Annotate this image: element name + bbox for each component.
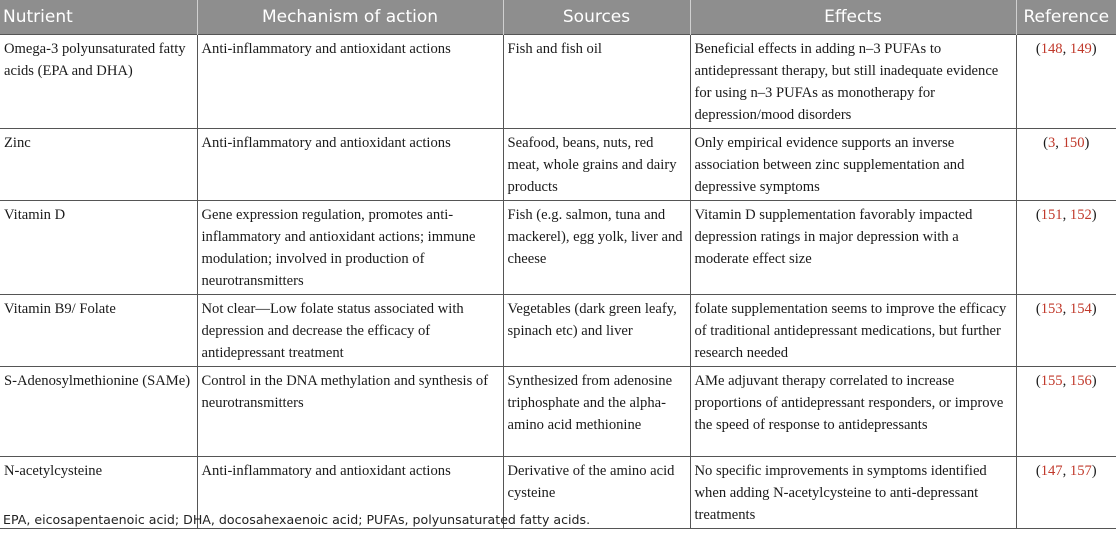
reference-link[interactable]: 3 [1048, 135, 1056, 151]
table-row [0, 201, 1116, 295]
table-row [0, 367, 1116, 457]
reference-link[interactable]: 155 [1040, 373, 1063, 389]
cell-sources: Fish and fish oil [503, 35, 690, 129]
cell-sources: Fish (e.g. salmon, tuna and mackerel), egg yolk, liver and cheese [503, 201, 690, 295]
cell-sources: Derivative of the amino acid cysteine [503, 457, 690, 529]
cell-reference: (151, 152) [1016, 201, 1116, 295]
reference-link[interactable]: 152 [1069, 207, 1092, 223]
cell-nutrient: Zinc [0, 129, 197, 201]
cell-reference: (148, 149) [1016, 35, 1116, 129]
cell-nutrient: Vitamin B9/ Folate [0, 295, 197, 367]
table-row [0, 35, 1116, 129]
reference-link[interactable]: 157 [1069, 463, 1092, 479]
cell-effects: Beneficial effects in adding n–3 PUFAs to antidepressant therapy, but still inadequate evidence for using n–3 PUFAs as monotherapy for depression/mood disorders [690, 35, 1016, 129]
header-mechanism: Mechanism of action [197, 0, 503, 35]
cell-reference: (147, 157) [1016, 457, 1116, 529]
cell-mechanism: Anti-inflammatory and antioxidant actions [197, 129, 503, 201]
cell-nutrient: N-acetylcysteine [0, 457, 197, 529]
reference-link[interactable]: 150 [1062, 135, 1085, 151]
cell-sources: Synthesized from adenosine triphosphate and the alpha-amino acid methionine [503, 367, 690, 457]
header-nutrient: Nutrient [0, 0, 197, 35]
cell-reference: (3, 150) [1016, 129, 1116, 201]
reference-link[interactable]: 154 [1069, 301, 1092, 317]
cell-effects: Vitamin D supplementation favorably impacted depression ratings in major depression with a moderate effect size [690, 201, 1016, 295]
header-effects: Effects [690, 0, 1016, 35]
reference-link[interactable]: 147 [1040, 463, 1063, 479]
cell-reference: (155, 156) [1016, 367, 1116, 457]
reference-link[interactable]: 156 [1069, 373, 1092, 389]
cell-mechanism: Not clear—Low folate status associated with depression and decrease the efficacy of antidepressant treatment [197, 295, 503, 367]
cell-mechanism: Gene expression regulation, promotes anti-inflammatory and antioxidant actions; immune modulation; involved in production of neurotransmitters [197, 201, 503, 295]
reference-link[interactable]: 153 [1040, 301, 1063, 317]
reference-link[interactable]: 151 [1040, 207, 1063, 223]
cell-effects: Only empirical evidence supports an inverse association between zinc supplementation and depressive symptoms [690, 129, 1016, 201]
cell-nutrient: S-Adenosylmethionine (SAMe) [0, 367, 197, 457]
cell-mechanism: Anti-inflammatory and antioxidant actions [197, 35, 503, 129]
cell-sources: Seafood, beans, nuts, red meat, whole grains and dairy products [503, 129, 690, 201]
table-header-row [0, 0, 1116, 35]
cell-mechanism: Anti-inflammatory and antioxidant actions [197, 457, 503, 529]
cell-sources: Vegetables (dark green leafy, spinach etc) and liver [503, 295, 690, 367]
reference-link[interactable]: 149 [1069, 41, 1092, 57]
cell-nutrient: Omega-3 polyunsaturated fatty acids (EPA and DHA) [0, 35, 197, 129]
table-row [0, 295, 1116, 367]
reference-link[interactable]: 148 [1040, 41, 1063, 57]
cell-effects: folate supplementation seems to improve the efficacy of traditional antidepressant medications, but further research needed [690, 295, 1016, 367]
header-reference: Reference [1016, 0, 1116, 35]
table-footnote: EPA, eicosapentaenoic acid; DHA, docosahexaenoic acid; PUFAs, polyunsaturated fatty acids. [3, 512, 591, 527]
cell-effects: No specific improvements in symptoms identified when adding N-acetylcysteine to anti-depressant treatments [690, 457, 1016, 529]
cell-mechanism: Control in the DNA methylation and synthesis of neurotransmitters [197, 367, 503, 457]
cell-reference: (153, 154) [1016, 295, 1116, 367]
header-sources: Sources [503, 0, 690, 35]
cell-effects: AMe adjuvant therapy correlated to increase proportions of antidepressant responders, or improve the speed of response to antidepressants [690, 367, 1016, 457]
cell-nutrient: Vitamin D [0, 201, 197, 295]
table-row [0, 129, 1116, 201]
